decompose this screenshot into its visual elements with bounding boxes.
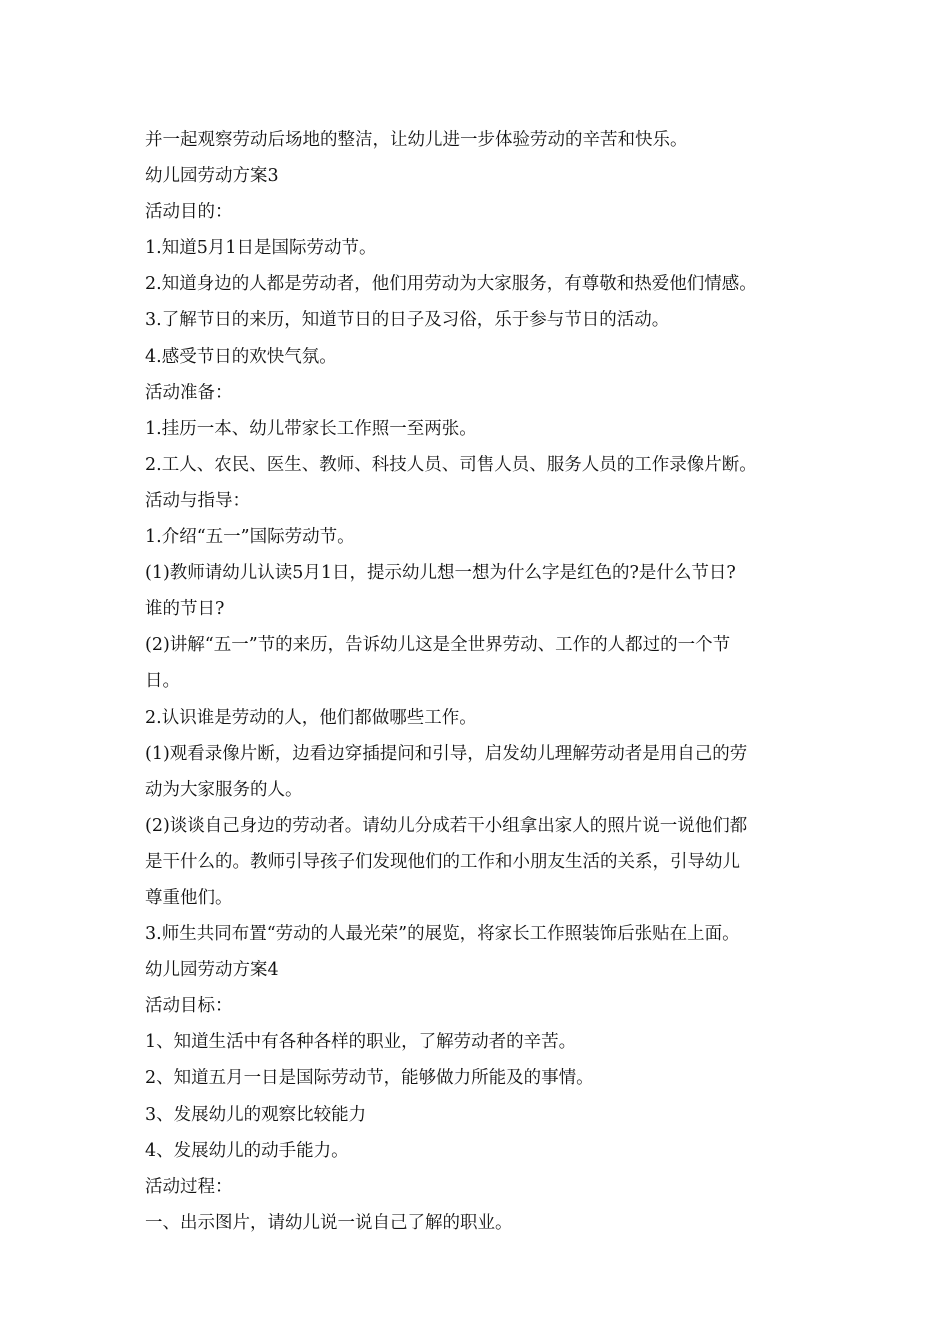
text-line: 日。 (145, 671, 180, 692)
text-line: 4、发展幼儿的动手能力。 (145, 1140, 349, 1161)
text-line: 3、发展幼儿的观察比较能力 (145, 1104, 367, 1125)
text-line: 2、知道五月一日是国际劳动节，能够做力所能及的事情。 (145, 1068, 594, 1089)
subheading: 活动过程： (145, 1176, 233, 1197)
text-line: 2.认识谁是劳动的人，他们都做哪些工作。 (145, 707, 477, 728)
text-line: 并一起观察劳动后场地的整洁，让幼儿进一步体验劳动的辛苦和快乐。 (145, 130, 688, 150)
text-line: 1.知道5月1日是国际劳动节。 (145, 238, 377, 259)
text-line: 是干什么的。教师引导孩子们发现他们的工作和小朋友生活的关系，引导幼儿 (145, 851, 740, 872)
text-line: 一、出示图片，请幼儿说一说自己了解的职业。 (145, 1212, 513, 1233)
subheading: 活动与指导： (145, 490, 250, 511)
document-body (145, 122, 825, 1241)
section-heading: 幼儿园劳动方案4 (145, 960, 279, 981)
text-line: 3.师生共同布置“劳动的人最光荣”的展览，将家长工作照装饰后张贴在上面。 (145, 924, 740, 945)
text-line: 3.了解节日的来历，知道节日的日子及习俗，乐于参与节日的活动。 (145, 310, 670, 331)
text-line: 谁的节日? (145, 599, 225, 620)
subheading: 活动目标： (145, 996, 233, 1017)
text-line: 1.介绍“五一”国际劳动节。 (145, 527, 355, 548)
section-heading: 幼儿园劳动方案3 (145, 166, 279, 187)
text-line: 动为大家服务的人。 (145, 779, 303, 800)
subheading: 活动准备： (145, 382, 233, 403)
text-line: 4.感受节日的欢快气氛。 (145, 346, 337, 367)
text-line: 2.工人、农民、医生、教师、科技人员、司售人员、服务人员的工作录像片断。 (145, 454, 757, 475)
text-line: 1.挂历一本、幼儿带家长工作照一至两张。 (145, 418, 477, 439)
text-line: 2.知道身边的人都是劳动者，他们用劳动为大家服务，有尊敬和热爱他们情感。 (145, 274, 757, 295)
text-line: 尊重他们。 (145, 887, 233, 908)
text-line: (2)谈谈自己身边的劳动者。请幼儿分成若干小组拿出家人的照片说一说他们都 (145, 815, 748, 836)
text-line: (1)教师请幼儿认读5月1日，提示幼儿想一想为什么字是红色的?是什么节日? (145, 563, 736, 584)
text-line: (2)讲解“五一”节的来历，告诉幼儿这是全世界劳动、工作的人都过的一个节 (145, 635, 731, 656)
text-line: (1)观看录像片断，边看边穿插提问和引导，启发幼儿理解劳动者是用自己的劳 (145, 743, 748, 764)
subheading: 活动目的： (145, 202, 233, 223)
text-line: 1、知道生活中有各种各样的职业，了解劳动者的辛苦。 (145, 1032, 577, 1053)
